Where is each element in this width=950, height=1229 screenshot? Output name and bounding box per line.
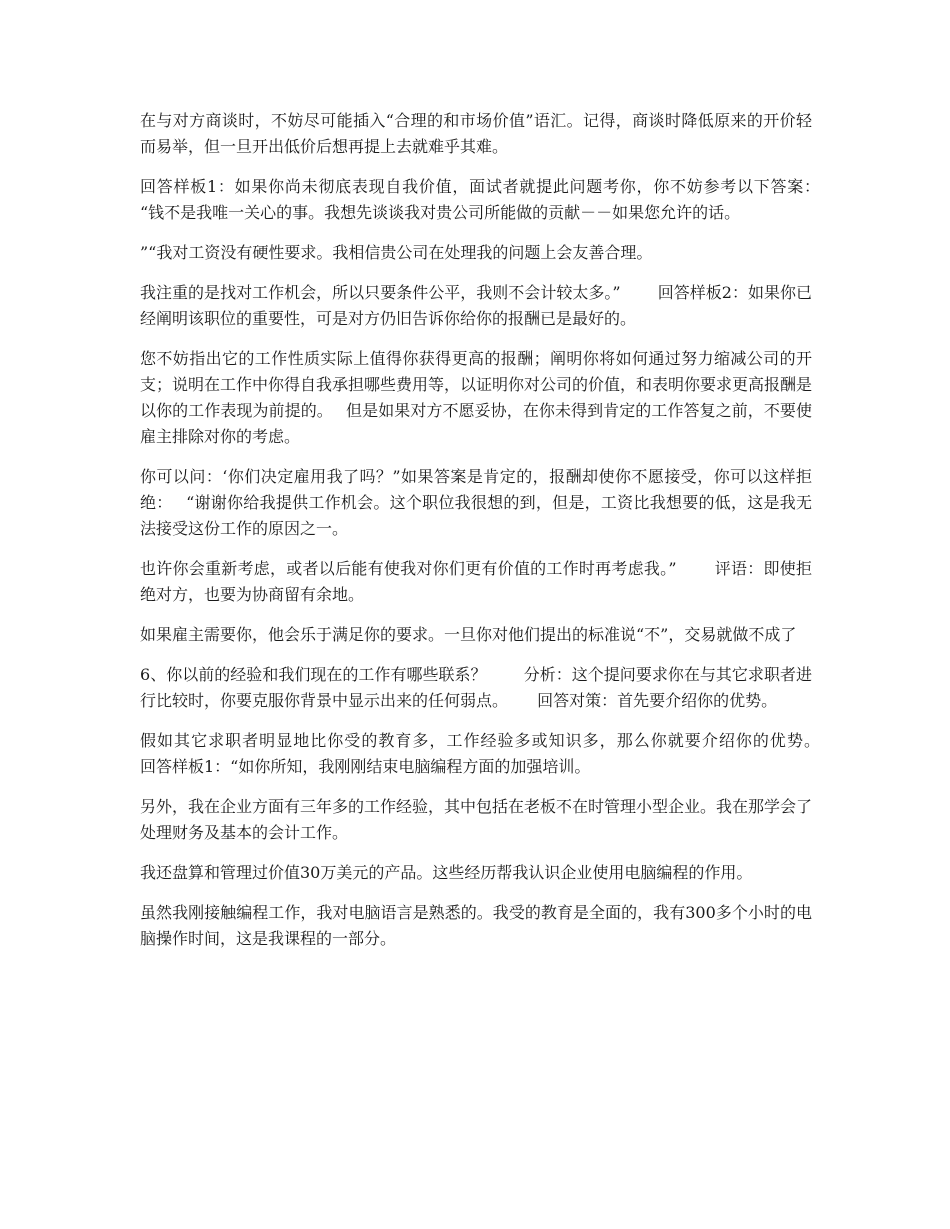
paragraph: 您不妨指出它的工作性质实际上值得你获得更高的报酬；阐明你将如何通过努力缩减公司的开支；说明在工作中你得自我承担哪些费用等，以证明你对公司的价值，和表明你要求更高报酬是以你的工作表现为前提的。 但是如果对方不愿妥协，在你未得到肯定的工作答复之前，不要使雇主排除对你的考虑。 [140, 349, 813, 446]
paragraph: 虽然我刚接触编程工作，我对电脑语言是熟悉的。我受的教育是全面的，我有300多个小时的电脑操作时间，这是我课程的一部分。 [140, 903, 812, 948]
paragraph: 我还盘算和管理过价值30万美元的产品。这些经历帮我认识企业使用电脑编程的作用。 [140, 863, 753, 882]
paragraph: 在与对方商谈时，不妨尽可能插入“合理的和市场价值”语汇。记得，商谈时降低原来的开价轻而易举，但一旦开出低价后想再提上去就难乎其难。 [140, 111, 812, 156]
paragraph: 也许你会重新考虑，或者以后能有使我对你们更有价值的工作时再考虑我。” 评语：即使拒绝对方，也要为协商留有余地。 [140, 559, 812, 604]
document-body [140, 108, 850, 966]
paragraph: 我注重的是找对工作机会，所以只要条件公平，我则不会计较太多。” 回答样板2：如果你已经阐明该职位的重要性，可是对方仍旧告诉你给你的报酬已是最好的。 [140, 283, 812, 328]
paragraph: 如果雇主需要你，他会乐于满足你的要求。一旦你对他们提出的标准说“不”，交易就做不成了 [140, 625, 797, 644]
paragraph: ”“我对工资没有硬性要求。我相信贵公司在处理我的问题上会友善合理。 [140, 243, 653, 262]
paragraph: 假如其它求职者明显地比你受的教育多，工作经验多或知识多，那么你就要介绍你的优势。 回答样板1：“如你所知，我刚刚结束电脑编程方面的加强培训。 [140, 731, 850, 776]
paragraph: 另外，我在企业方面有三年多的工作经验，其中包括在老板不在时管理小型企业。我在那学会了处理财务及基本的会计工作。 [140, 797, 813, 842]
paragraph: 回答样板1：如果你尚未彻底表现自我价值，面试者就提此问题考你，你不妨参考以下答案： “钱不是我唯一关心的事。我想先谈谈我对贵公司所能做的贡献－－如果您允许的话。 [140, 177, 834, 222]
paragraph: 6、你以前的经验和我们现在的工作有哪些联系？ 分析：这个提问要求你在与其它求职者进行比较时，你要克服你背景中显示出来的任何弱点。 回答对策：首先要介绍你的优势。 [140, 665, 812, 710]
paragraph: 你可以问：‘你们决定雇用我了吗？”如果答案是肯定的，报酬却使你不愿接受，你可以这样拒绝： “谢谢你给我提供工作机会。这个职位我很想的到，但是，工资比我想要的低，这是我无法接受这份工作的原因之一。 [140, 467, 812, 538]
